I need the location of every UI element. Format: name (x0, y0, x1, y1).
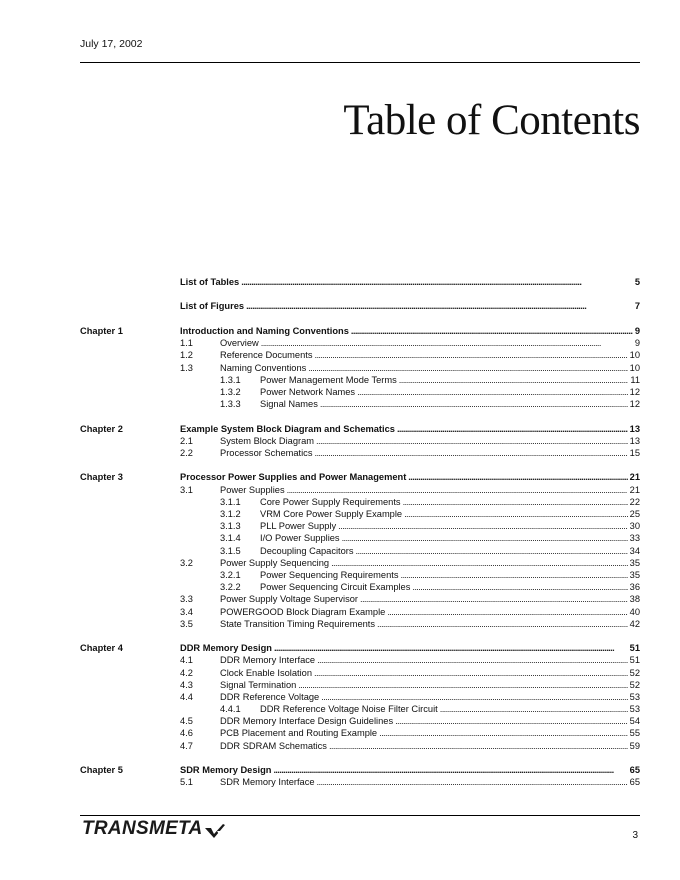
entry-title: Naming Conventions (220, 362, 307, 373)
entry-title: DDR Reference Voltage Noise Filter Circuit (260, 704, 438, 715)
section-number: 1.3.3 (220, 399, 241, 410)
section-number: 3.1.1 (220, 496, 241, 507)
entry-title: I/O Power Supplies (260, 533, 340, 544)
chapter-label: Chapter 2 (80, 423, 123, 434)
dot-leader (261, 337, 633, 349)
entry-page-number: 51 (629, 655, 640, 666)
toc-entry[interactable] (0, 386, 680, 398)
dot-leader (241, 276, 633, 288)
toc-entry[interactable] (0, 435, 680, 447)
section-number: 3.2 (180, 557, 193, 568)
toc-entry[interactable] (0, 606, 680, 618)
entry-page-number: 13 (629, 423, 640, 434)
section-number: 3.1.3 (220, 521, 241, 532)
dot-leader (399, 374, 629, 386)
dot-leader (379, 727, 628, 739)
section-number: 3.4 (180, 606, 193, 617)
toc-entry[interactable] (0, 520, 680, 532)
toc-entry[interactable] (0, 654, 680, 666)
footer-rule (80, 815, 640, 816)
entry-title: Signal Names (260, 399, 318, 410)
page-number: 3 (632, 830, 638, 841)
entry-page-number: 34 (629, 545, 640, 556)
dot-leader (246, 300, 633, 312)
entry-title: Introduction and Naming Conventions (180, 325, 349, 336)
entry-page-number: 53 (629, 704, 640, 715)
section-number: 2.2 (180, 447, 193, 458)
section-number: 3.1.4 (220, 533, 241, 544)
toc-entry[interactable] (0, 593, 680, 605)
dot-leader (317, 776, 628, 788)
toc-entry[interactable] (0, 715, 680, 727)
entry-title: Core Power Supply Requirements (260, 496, 401, 507)
entry-title: Power Sequencing Circuit Examples (260, 582, 411, 593)
entry-page-number: 42 (629, 618, 640, 629)
dot-leader (351, 325, 633, 337)
toc-entry[interactable] (0, 764, 680, 776)
entry-title: Decoupling Capacitors (260, 545, 354, 556)
dot-leader (287, 484, 628, 496)
toc-entry[interactable] (0, 349, 680, 361)
entry-title: Power Supply Voltage Supervisor (220, 594, 358, 605)
entry-page-number: 5 (634, 277, 640, 287)
dot-leader (401, 569, 628, 581)
entry-page-number: 9 (634, 338, 640, 349)
dot-leader (314, 667, 628, 679)
toc-entry[interactable] (0, 618, 680, 630)
section-number: 4.4.1 (220, 704, 241, 715)
dot-leader (356, 545, 628, 557)
toc-entry[interactable] (0, 337, 680, 349)
entry-title: DDR Reference Voltage (220, 691, 320, 702)
entry-page-number: 54 (629, 716, 640, 727)
dot-leader (314, 447, 627, 459)
section-number: 3.1 (180, 484, 193, 495)
entry-page-number: 12 (629, 399, 640, 410)
dot-leader (403, 496, 628, 508)
dot-leader (404, 508, 628, 520)
toc-section (0, 642, 680, 752)
toc-entry[interactable] (0, 691, 680, 703)
toc-entry[interactable] (0, 374, 680, 386)
toc-entry[interactable] (0, 276, 680, 288)
entry-title: List of Tables (180, 277, 240, 287)
entry-page-number: 21 (629, 484, 640, 495)
toc-section (0, 764, 680, 788)
entry-title: SDR Memory Design (180, 765, 272, 776)
entry-title: Power Supplies (220, 484, 285, 495)
entry-title: Power Network Names (260, 386, 356, 397)
entry-title: Example System Block Diagram and Schematics (180, 423, 395, 434)
entry-page-number: 11 (630, 374, 640, 385)
dot-leader (357, 386, 628, 398)
toc-entry[interactable] (0, 484, 680, 496)
dot-leader (329, 740, 628, 752)
entry-page-number: 36 (629, 582, 640, 593)
entry-title: Reference Documents (220, 350, 313, 361)
dot-leader (298, 679, 627, 691)
section-number: 4.5 (180, 716, 193, 727)
entry-title: Overview (220, 338, 259, 349)
entry-title: List of Figures (180, 301, 245, 312)
section-number: 4.2 (180, 667, 193, 678)
section-number: 1.3.1 (220, 374, 241, 385)
dot-leader (440, 703, 628, 715)
dot-leader (315, 349, 628, 361)
toc-entry[interactable] (0, 703, 680, 715)
page-title: Table of Contents (343, 97, 640, 144)
entry-page-number: 35 (629, 569, 640, 580)
entry-page-number: 15 (629, 447, 640, 458)
section-number: 4.4 (180, 691, 193, 702)
entry-page-number: 7 (634, 301, 640, 312)
entry-page-number: 33 (629, 533, 640, 544)
entry-page-number: 21 (629, 472, 640, 483)
toc-section (0, 300, 680, 312)
toc-section (0, 423, 680, 460)
dot-leader (342, 532, 628, 544)
page-header-date: July 17, 2002 (80, 38, 143, 50)
entry-page-number: 10 (629, 362, 640, 373)
section-number: 1.1 (180, 338, 193, 349)
section-number: 2.1 (180, 435, 193, 446)
section-number: 3.5 (180, 618, 193, 629)
section-number: 3.2.1 (220, 569, 241, 580)
toc-section (0, 276, 680, 288)
header-rule (80, 62, 640, 63)
toc-entry[interactable] (0, 557, 680, 569)
entry-title: State Transition Timing Requirements (220, 618, 376, 629)
entry-page-number: 40 (629, 606, 640, 617)
dot-leader (308, 362, 627, 374)
entry-title: VRM Core Power Supply Example (260, 509, 403, 519)
toc-entry[interactable] (0, 569, 680, 581)
logo-check-icon (203, 822, 227, 840)
dot-leader (274, 642, 628, 654)
dot-leader (317, 654, 628, 666)
toc-entry[interactable] (0, 679, 680, 691)
dot-leader (320, 398, 628, 410)
entry-page-number: 52 (629, 679, 640, 690)
entry-title: DDR Memory Design (180, 643, 272, 654)
dot-leader (273, 764, 627, 776)
dot-leader (412, 581, 627, 593)
chapter-label: Chapter 3 (80, 472, 123, 483)
toc-entry[interactable] (0, 667, 680, 679)
toc-entry[interactable] (0, 740, 680, 752)
entry-page-number: 10 (629, 350, 640, 361)
toc-entry[interactable] (0, 496, 680, 508)
entry-page-number: 51 (629, 643, 640, 654)
chapter-label: Chapter 5 (80, 765, 123, 776)
entry-page-number: 30 (629, 521, 640, 532)
entry-title: Power Sequencing Requirements (260, 569, 399, 580)
toc-entry[interactable] (0, 471, 680, 483)
dot-leader (408, 471, 627, 483)
section-number: 4.1 (180, 655, 193, 666)
entry-page-number: 59 (629, 740, 640, 751)
dot-leader (387, 606, 627, 618)
dot-leader (395, 715, 628, 727)
section-number: 4.7 (180, 740, 193, 751)
toc-entry[interactable] (0, 362, 680, 374)
dot-leader (360, 593, 628, 605)
section-number: 1.3 (180, 362, 193, 373)
entry-title: Power Management Mode Terms (260, 374, 397, 385)
toc-entry[interactable] (0, 423, 680, 435)
entry-title: DDR Memory Interface Design Guidelines (220, 716, 394, 727)
dot-leader (321, 691, 627, 703)
entry-page-number: 22 (629, 496, 640, 507)
section-number: 3.2.2 (220, 582, 241, 593)
toc-section (0, 325, 680, 410)
section-number: 4.6 (180, 728, 193, 739)
entry-page-number: 65 (629, 777, 640, 788)
entry-page-number: 53 (629, 691, 640, 702)
section-number: 3.3 (180, 594, 193, 605)
dot-leader (397, 423, 628, 435)
logo-wordmark: TRANSMETA (82, 818, 203, 839)
toc-entry[interactable] (0, 300, 680, 312)
entry-title: System Block Diagram (220, 435, 315, 446)
toc-entry[interactable] (0, 508, 680, 520)
dot-leader (338, 520, 628, 532)
toc-entry[interactable] (0, 532, 680, 544)
section-number: 1.2 (180, 350, 193, 361)
entry-page-number: 9 (634, 325, 640, 336)
section-number: 4.3 (180, 679, 193, 690)
entry-page-number: 55 (629, 728, 640, 739)
entry-title: Clock Enable Isolation (220, 667, 312, 678)
dot-leader (377, 618, 628, 630)
entry-page-number: 35 (629, 557, 640, 568)
entry-page-number: 52 (629, 667, 640, 678)
section-number: 5.1 (180, 777, 193, 788)
entry-title: PCB Placement and Routing Example (220, 728, 378, 739)
table-of-contents (0, 276, 680, 789)
toc-section (0, 471, 680, 629)
entry-page-number: 12 (629, 386, 640, 397)
chapter-label: Chapter 1 (80, 325, 123, 336)
toc-entry[interactable] (0, 642, 680, 654)
section-number: 1.3.2 (220, 386, 241, 397)
dot-leader (331, 557, 628, 569)
entry-title: SDR Memory Interface (220, 777, 315, 788)
entry-title: Processor Power Supplies and Power Management (180, 472, 407, 483)
transmeta-logo (82, 818, 227, 840)
entry-title: Processor Schematics (220, 447, 313, 458)
entry-title: DDR Memory Interface (220, 655, 316, 666)
toc-entry[interactable] (0, 545, 680, 557)
entry-title: Power Supply Sequencing (220, 557, 330, 568)
entry-page-number: 13 (629, 435, 640, 446)
entry-page-number: 38 (629, 594, 640, 605)
section-number: 3.1.2 (220, 509, 241, 519)
entry-title: DDR SDRAM Schematics (220, 740, 327, 751)
entry-page-number: 65 (629, 765, 640, 776)
toc-entry[interactable] (0, 727, 680, 739)
toc-entry[interactable] (0, 581, 680, 593)
entry-page-number: 25 (629, 509, 640, 519)
dot-leader (316, 435, 628, 447)
entry-title: PLL Power Supply (260, 521, 337, 532)
toc-entry[interactable] (0, 447, 680, 459)
toc-entry[interactable] (0, 776, 680, 788)
section-number: 3.1.5 (220, 545, 241, 556)
toc-entry[interactable] (0, 325, 680, 337)
toc-entry[interactable] (0, 398, 680, 410)
chapter-label: Chapter 4 (80, 643, 123, 654)
entry-title: POWERGOOD Block Diagram Example (220, 606, 386, 617)
entry-title: Signal Termination (220, 679, 297, 690)
